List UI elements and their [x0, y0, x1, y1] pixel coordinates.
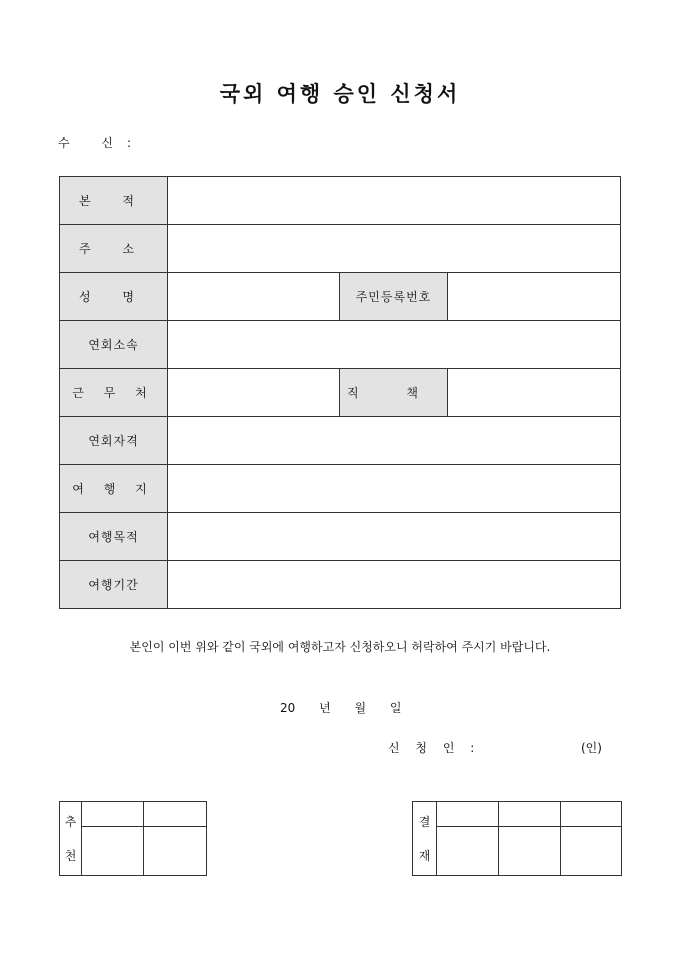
- seal-mark: (인): [581, 741, 602, 755]
- label-workplace: 근 무 처: [60, 369, 168, 417]
- row-workplace: [60, 369, 621, 417]
- label-period: 여행기간: [60, 561, 168, 609]
- date-line: 20 년 월 일: [280, 701, 402, 715]
- applicant-label: 신 청 인 :: [388, 741, 481, 755]
- field-resident-number[interactable]: [448, 273, 621, 321]
- approval-box: [412, 801, 622, 876]
- row-domicile: [60, 177, 621, 225]
- row-purpose: [60, 513, 621, 561]
- row-affiliation: [60, 321, 621, 369]
- application-form-table: [59, 176, 621, 609]
- label-qualification: 연회자격: [60, 417, 168, 465]
- approval-sign-cell[interactable]: [499, 827, 561, 876]
- field-destination[interactable]: [168, 465, 621, 513]
- row-address: [60, 225, 621, 273]
- recommend-title-cell: [82, 802, 144, 827]
- row-destination: [60, 465, 621, 513]
- label-purpose: 여행목적: [60, 513, 168, 561]
- recommend-sign-cell[interactable]: [82, 827, 144, 876]
- label-position: 직 책: [340, 369, 448, 417]
- approval-sign-cell[interactable]: [561, 827, 622, 876]
- label-affiliation: 연회소속: [60, 321, 168, 369]
- approval-title-cell: [437, 802, 499, 827]
- field-domicile[interactable]: [168, 177, 621, 225]
- field-address[interactable]: [168, 225, 621, 273]
- recommend-box: [59, 801, 207, 876]
- label-resident-number: 주민등록번호: [340, 273, 448, 321]
- recipient-line: [58, 134, 131, 151]
- field-purpose[interactable]: [168, 513, 621, 561]
- field-affiliation[interactable]: [168, 321, 621, 369]
- field-name[interactable]: [168, 273, 340, 321]
- row-qualification: [60, 417, 621, 465]
- recipient-colon: :: [127, 136, 132, 150]
- recommend-sign-cell[interactable]: [144, 827, 207, 876]
- request-statement: 본인이 이번 위와 같이 국외에 여행하고자 신청하오니 허락하여 주시기 바랍니다.: [129, 640, 551, 654]
- recipient-label: 수 신: [58, 136, 127, 150]
- field-workplace[interactable]: [168, 369, 340, 417]
- row-name: [60, 273, 621, 321]
- field-period[interactable]: [168, 561, 621, 609]
- recommend-label: 추 천: [60, 802, 82, 876]
- approval-sign-cell[interactable]: [437, 827, 499, 876]
- field-qualification[interactable]: [168, 417, 621, 465]
- document-title: 국외 여행 승인 신청서: [219, 81, 461, 106]
- label-address: 주 소: [60, 225, 168, 273]
- applicant-line: [388, 739, 602, 756]
- recommend-title-cell: [144, 802, 207, 827]
- label-name: 성 명: [60, 273, 168, 321]
- approval-title-cell: [561, 802, 622, 827]
- row-period: [60, 561, 621, 609]
- approval-label: 결 재: [413, 802, 437, 876]
- approval-title-cell: [499, 802, 561, 827]
- field-position[interactable]: [448, 369, 621, 417]
- label-destination: 여 행 지: [60, 465, 168, 513]
- label-domicile: 본 적: [60, 177, 168, 225]
